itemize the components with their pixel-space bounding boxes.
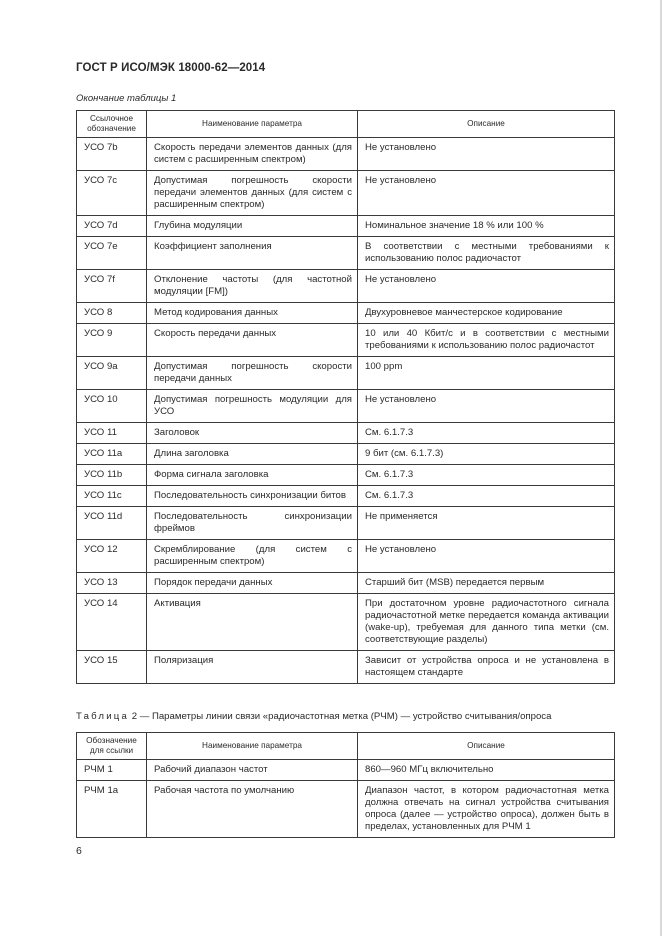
table2-header-row xyxy=(77,733,615,760)
description-cell: При достаточном уровне радиочастотного сигнала радиочастотной метке передается команда активации (wake-up), требуемая для данного типа метки (см. соответствующие разделы) xyxy=(358,594,615,651)
ref-cell: УСО 9 xyxy=(77,324,147,357)
ref-cell: УСО 10 xyxy=(77,390,147,423)
parameter-name-cell: Скорость передачи данных xyxy=(147,324,358,357)
description-cell: Не установлено xyxy=(358,171,615,216)
parameters-table-2 xyxy=(76,732,615,838)
description-cell: См. 6.1.7.3 xyxy=(358,486,615,507)
parameter-name-cell: Метод кодирования данных xyxy=(147,303,358,324)
table2-caption xyxy=(76,711,551,722)
parameter-name-cell: Последовательность синхронизации фреймов xyxy=(147,507,358,540)
table2-caption-text: 2 — Параметры линии связи «радиочастотная метка (РЧМ) — устройство считывания/опроса xyxy=(131,711,552,722)
parameter-name-cell: Заголовок xyxy=(147,423,358,444)
table-row xyxy=(77,303,615,324)
table-row xyxy=(77,760,615,781)
description-cell: Двухуровневое манчестерское кодирование xyxy=(358,303,615,324)
description-cell: 10 или 40 Кбит/с и в соответствии с местными требованиями к использованию полос радиочастот xyxy=(358,324,615,357)
table-row xyxy=(77,237,615,270)
table2-caption-prefix: Таблица xyxy=(76,711,130,722)
description-cell: Номинальное значение 18 % или 100 % xyxy=(358,216,615,237)
description-cell: Не установлено xyxy=(358,270,615,303)
parameter-name-cell: Допустимая погрешность скорости передачи данных xyxy=(147,357,358,390)
table1-caption: Окончание таблицы 1 xyxy=(76,93,177,104)
ref-cell: УСО 11 xyxy=(77,423,147,444)
description-cell: Старший бит (MSB) передается первым xyxy=(358,573,615,594)
parameter-name-cell: Рабочая частота по умолчанию xyxy=(147,781,358,838)
parameter-name-cell: Форма сигнала заголовка xyxy=(147,465,358,486)
page-number: 6 xyxy=(76,845,82,857)
table1-header-row xyxy=(77,111,615,138)
description-cell: Не применяется xyxy=(358,507,615,540)
description-cell: 860—960 МГц включительно xyxy=(358,760,615,781)
ref-cell: УСО 7b xyxy=(77,138,147,171)
table-row xyxy=(77,444,615,465)
parameter-name-cell: Допустимая погрешность модуляции для УСО xyxy=(147,390,358,423)
ref-cell: УСО 9a xyxy=(77,357,147,390)
table1-col-name: Наименование параметра xyxy=(147,111,358,138)
table-row xyxy=(77,781,615,838)
table-row xyxy=(77,390,615,423)
description-cell: 100 ppm xyxy=(358,357,615,390)
parameter-name-cell: Длина заголовка xyxy=(147,444,358,465)
table-row xyxy=(77,465,615,486)
parameters-table-1 xyxy=(76,110,615,684)
table-row xyxy=(77,651,615,684)
table-row xyxy=(77,423,615,444)
parameter-name-cell: Активация xyxy=(147,594,358,651)
description-cell: 9 бит (см. 6.1.7.3) xyxy=(358,444,615,465)
description-cell: Не установлено xyxy=(358,540,615,573)
ref-cell: УСО 7e xyxy=(77,237,147,270)
table-row xyxy=(77,324,615,357)
ref-cell: РЧМ 1a xyxy=(77,781,147,838)
ref-cell: УСО 13 xyxy=(77,573,147,594)
ref-cell: УСО 11d xyxy=(77,507,147,540)
ref-cell: УСО 12 xyxy=(77,540,147,573)
description-cell: Зависит от устройства опроса и не установлена в настоящем стандарте xyxy=(358,651,615,684)
table2-col-desc: Описание xyxy=(358,733,615,760)
ref-cell: УСО 15 xyxy=(77,651,147,684)
parameter-name-cell: Поляризация xyxy=(147,651,358,684)
ref-cell: УСО 11b xyxy=(77,465,147,486)
ref-cell: УСО 7d xyxy=(77,216,147,237)
parameter-name-cell: Порядок передачи данных xyxy=(147,573,358,594)
table2-col-ref: Обозначение для ссылки xyxy=(77,733,147,760)
table-row xyxy=(77,573,615,594)
table-row xyxy=(77,540,615,573)
description-cell: Диапазон частот, в котором радиочастотная метка должна отвечать на сигнал устройства считывания опроса (далее — устройство опроса), должен быть в пределах, установленных для РЧМ 1 xyxy=(358,781,615,838)
table2-col-name: Наименование параметра xyxy=(147,733,358,760)
parameter-name-cell: Рабочий диапазон частот xyxy=(147,760,358,781)
table-row xyxy=(77,507,615,540)
ref-cell: УСО 11c xyxy=(77,486,147,507)
parameter-name-cell: Коэффициент заполнения xyxy=(147,237,358,270)
table-row xyxy=(77,270,615,303)
ref-cell: УСО 11a xyxy=(77,444,147,465)
description-cell: Не установлено xyxy=(358,138,615,171)
description-cell: См. 6.1.7.3 xyxy=(358,423,615,444)
ref-cell: РЧМ 1 xyxy=(77,760,147,781)
ref-cell: УСО 8 xyxy=(77,303,147,324)
ref-cell: УСО 7c xyxy=(77,171,147,216)
ref-cell: УСО 14 xyxy=(77,594,147,651)
table1-col-ref: Ссылочное обозначение xyxy=(77,111,147,138)
table-row xyxy=(77,171,615,216)
description-cell: См. 6.1.7.3 xyxy=(358,465,615,486)
table-row xyxy=(77,486,615,507)
description-cell: Не установлено xyxy=(358,390,615,423)
table-row xyxy=(77,138,615,171)
parameter-name-cell: Скорость передачи элементов данных (для систем с расширенным спектром) xyxy=(147,138,358,171)
parameter-name-cell: Глубина модуляции xyxy=(147,216,358,237)
table-row xyxy=(77,594,615,651)
ref-cell: УСО 7f xyxy=(77,270,147,303)
parameter-name-cell: Отклонение частоты (для частотной модуляции [FM]) xyxy=(147,270,358,303)
table-row xyxy=(77,216,615,237)
table-row xyxy=(77,357,615,390)
description-cell: В соответствии с местными требованиями к использованию полос радиочастот xyxy=(358,237,615,270)
document-header: ГОСТ Р ИСО/МЭК 18000-62—2014 xyxy=(76,62,266,74)
table1-col-desc: Описание xyxy=(358,111,615,138)
parameter-name-cell: Допустимая погрешность скорости передачи элементов данных (для систем с расширенным спектром) xyxy=(147,171,358,216)
parameter-name-cell: Последовательность синхронизации битов xyxy=(147,486,358,507)
parameter-name-cell: Скремблирование (для систем с расширенным спектром) xyxy=(147,540,358,573)
